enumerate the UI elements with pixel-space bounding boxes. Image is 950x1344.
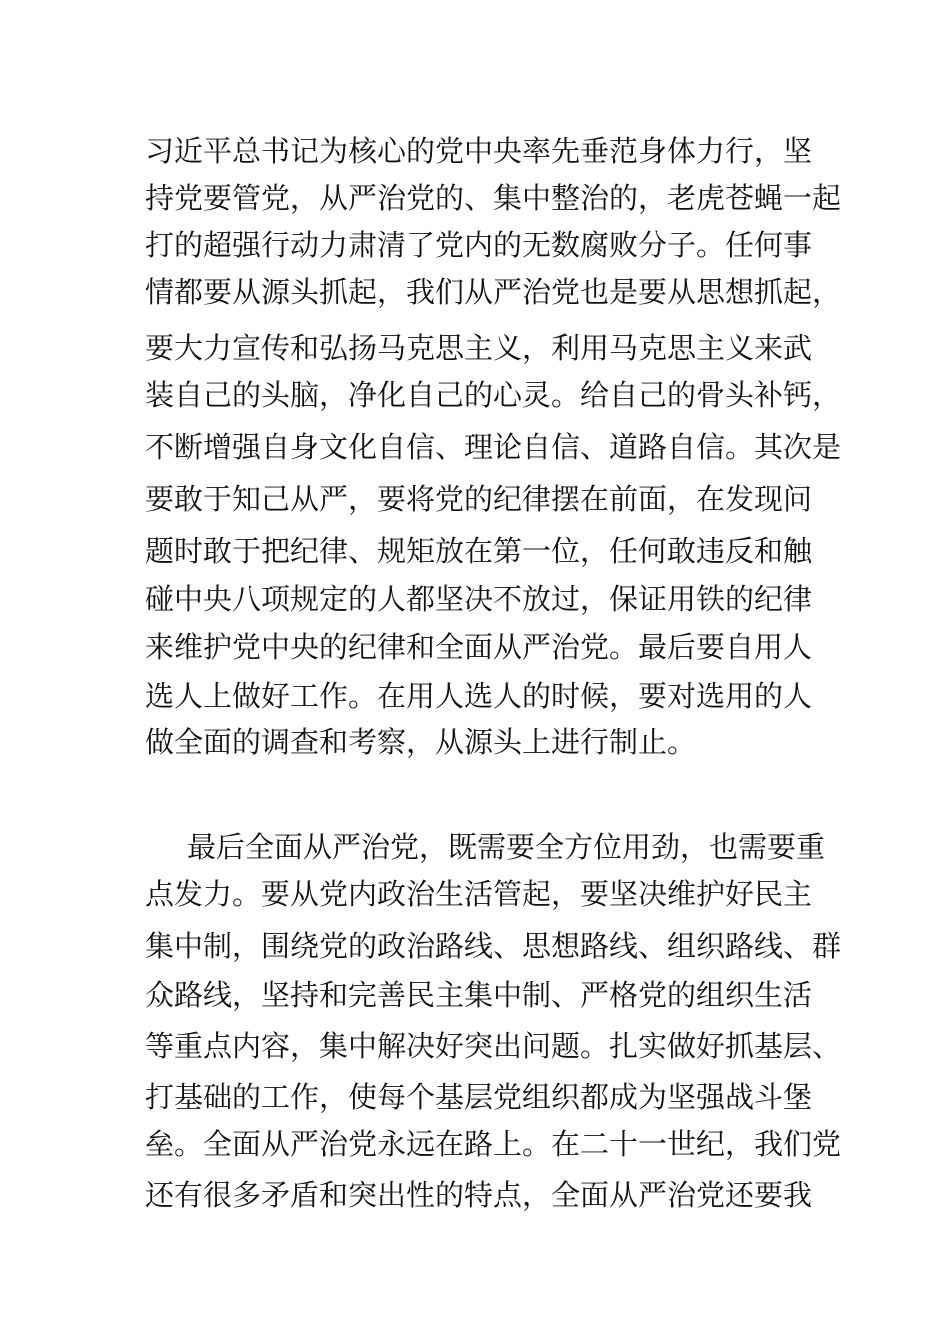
paragraph-line: 点发力。要从党内政治生活管起，要坚决维护好民主 <box>145 877 813 911</box>
paragraph-line: 选人上做好工作。在用人选人的时候，要对选用的人 <box>145 679 813 713</box>
paragraph-line: 碰中央八项规定的人都坚决不放过，保证用铁的纪律 <box>145 582 813 616</box>
paragraph-line: 还有很多矛盾和突出性的特点，全面从严治党还要我 <box>145 1178 813 1212</box>
paragraph-line: 来维护党中央的纪律和全面从严治党。最后要自用人 <box>145 630 813 664</box>
paragraph-line: 做全面的调查和考察，从源头上进行制止。 <box>145 725 697 759</box>
paragraph-line: 垒。全面从严治党永远在路上。在二十一世纪，我们党 <box>145 1127 842 1161</box>
paragraph-line: 打基础的工作，使每个基层党组织都成为坚强战斗堡 <box>145 1080 813 1114</box>
paragraph-line: 要大力宣传和弘扬马克思主义，利用马克思主义来武 <box>145 331 813 365</box>
paragraph-line: 集中制，围绕党的政治路线、思想路线、组织路线、群 <box>145 929 842 963</box>
paragraph-line: 情都要从源头抓起，我们从严治党也是要从思想抓起， <box>145 275 842 309</box>
paragraph-line: 最后全面从严治党，既需要全方位用劲，也需要重 <box>187 830 826 864</box>
paragraph-line: 习近平总书记为核心的党中央率先垂范身体力行，坚 <box>145 134 813 168</box>
paragraph-line: 题时敢于把纪律、规矩放在第一位，任何敢违反和触 <box>145 534 813 568</box>
paragraph-line: 众路线，坚持和完善民主集中制、严格党的组织生活 <box>145 978 813 1012</box>
paragraph-line: 要敢于知己从严，要将党的纪律摆在前面，在发现问 <box>145 482 813 516</box>
paragraph-line: 装自己的头脑，净化自己的心灵。给自己的骨头补钙， <box>145 378 842 412</box>
paragraph-line: 持党要管党，从严治党的、集中整治的，老虎苍蝇一起 <box>145 181 842 215</box>
paragraph-line: 不断增强自身文化自信、理论自信、道路自信。其次是 <box>145 430 842 464</box>
paragraph-line: 等重点内容，集中解决好突出问题。扎实做好抓基层、 <box>145 1029 842 1063</box>
paragraph-line: 打的超强行动力肃清了党内的无数腐败分子。任何事 <box>145 228 813 262</box>
